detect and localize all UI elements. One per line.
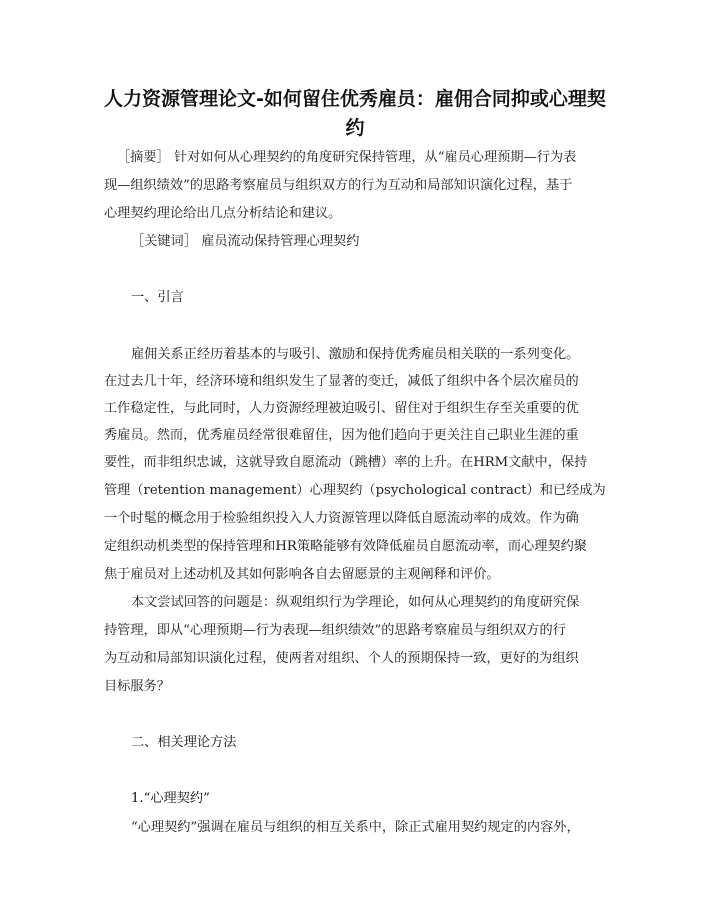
section-heading: 二、相关理论方法 xyxy=(131,735,237,750)
abstract-line: 心理契约理论给出几点分析结论和建议。 xyxy=(104,206,342,221)
paragraph-line: 管理（retention management）心理契约（psychological contract）和已经成为 xyxy=(104,483,606,498)
document-title: 人力资源管理论文-如何留住优秀雇员：雇佣合同抑或心理契约 xyxy=(104,88,606,139)
paragraph-line: 工作稳定性，与此同时，人力资源经理被迫吸引、留住对于组织生存至关重要的优 xyxy=(104,401,579,416)
section-heading: 一、引言 xyxy=(131,290,184,305)
paragraph-line: “心理契约”强调在雇员与组织的相互关系中，除正式雇用契约规定的内容外， xyxy=(131,820,580,835)
paragraph-line: 一个时髦的概念用于检验组织投入人力资源管理以降低自愿流动率的成效。作为确 xyxy=(104,511,579,526)
paragraph-line: 目标服务？ xyxy=(104,679,170,694)
paragraph-line: 本文尝试回答的问题是：纵观组织行为学理论，如何从心理契约的角度研究保 xyxy=(131,595,580,610)
paragraph-line: 持管理，即从“心理预期—行为表现—组织绩效”的思路考察雇员与组织双方的行 xyxy=(104,623,566,638)
paragraph-line: 定组织动机类型的保持管理和HR策略能够有效降低雇员自愿流动率，而心理契约聚 xyxy=(104,539,587,554)
paragraph-line: 雇佣关系正经历着基本的与吸引、激励和保持优秀雇员相关联的一系列变化。 xyxy=(131,347,580,362)
paragraph-line: 焦于雇员对上述动机及其如何影响各自去留愿景的主观阐释和评价。 xyxy=(104,567,500,582)
paragraph-line: 要性，而非组织忠诚，这就导致自愿流动（跳槽）率的上升。在HRM文献中，保持 xyxy=(104,455,588,470)
paragraph-line: 在过去几十年，经济环境和组织发生了显著的变迁，减低了组织中各个层次雇员的 xyxy=(104,374,579,389)
paragraph-line: 为互动和局部知识演化过程，使两者对组织、个人的预期保持一致，更好的为组织 xyxy=(104,651,579,666)
abstract-line: ［摘要］ 针对如何从心理契约的角度研究保持管理，从“雇员心理预期—行为表 xyxy=(117,150,577,165)
subsection-heading: 1.“心理契约” xyxy=(131,791,210,806)
abstract-line: 现—组织绩效”的思路考察雇员与组织双方的行为互动和局部知识演化过程，基于 xyxy=(104,178,573,193)
keywords: ［关键词］ 雇员流动保持管理心理契约 xyxy=(131,234,360,249)
paragraph-line: 秀雇员。然而，优秀雇员经常很难留住，因为他们趋向于更关注自己职业生涯的重 xyxy=(104,428,579,443)
